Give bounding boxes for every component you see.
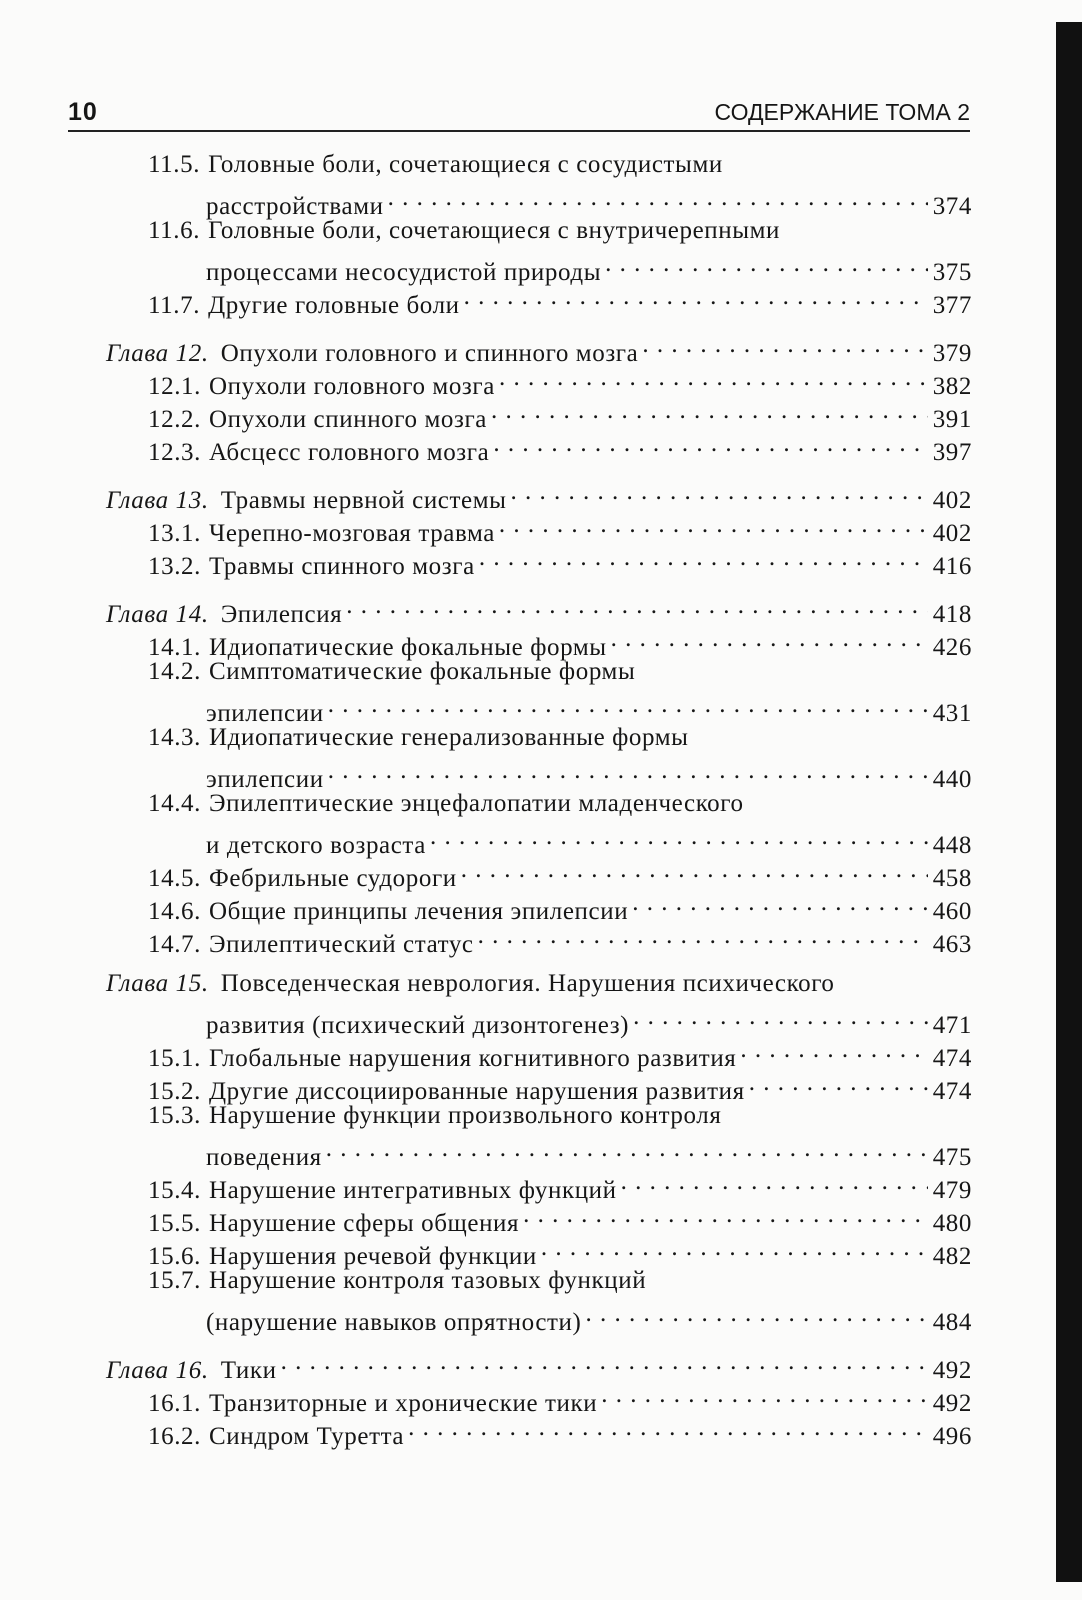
section-number: 15.6. [148, 1243, 201, 1270]
dot-leader [479, 541, 928, 574]
section-number: 14.1. [148, 634, 201, 661]
page-ref: 402 [932, 520, 972, 547]
page-ref: 474 [932, 1045, 972, 1072]
table-of-contents [106, 148, 972, 1450]
page-ref: 418 [932, 601, 972, 628]
section-number: 11.6. [148, 217, 201, 244]
section-number: 15.3. [148, 1102, 201, 1129]
entry-title: Травмы нервной системы [220, 487, 507, 514]
entry-title: Опухоли головного мозга [209, 373, 495, 400]
entry-title: Идиопатические генерализованные формы [209, 724, 689, 751]
entry-title: Другие диссоциированные нарушения развития [209, 1078, 745, 1105]
toc-section-row [106, 1264, 972, 1297]
section-number: 15.1. [148, 1045, 201, 1072]
entry-title: Эпилепсия [220, 601, 343, 628]
page-ref: 377 [932, 292, 972, 319]
page-ref: 448 [932, 832, 972, 859]
toc-section-row [106, 148, 972, 181]
dot-leader [478, 919, 928, 952]
section-number: 16.2. [148, 1423, 201, 1450]
entry-title: развития (психический дизонтогенез) [206, 1012, 630, 1039]
toc-chapter-row [106, 475, 972, 514]
chapter-label: Глава 15. [106, 970, 209, 997]
page-ref: 496 [932, 1423, 972, 1450]
entry-title: эпилепсии [206, 700, 324, 727]
toc-section-row [106, 688, 972, 727]
dot-leader [328, 688, 928, 721]
page-ref: 431 [932, 700, 972, 727]
section-number: 14.5. [148, 865, 201, 892]
entry-title: Эпилептический статус [209, 931, 474, 958]
entry-title: Глобальные нарушения когнитивного развития [209, 1045, 737, 1072]
entry-title: Нарушение функции произвольного контроля [209, 1102, 722, 1129]
entry-title: Абсцесс головного мозга [209, 439, 490, 466]
dot-leader [621, 1165, 928, 1198]
page-ref: 475 [932, 1144, 972, 1171]
entry-title: Эпилептические энцефалопатии младенческого [209, 790, 744, 817]
dot-leader [281, 1345, 928, 1378]
toc-chapter-row [106, 328, 972, 367]
page-ref: 474 [932, 1078, 972, 1105]
section-number: 15.5. [148, 1210, 201, 1237]
entry-title: Фебрильные судороги [209, 865, 457, 892]
page-ref: 382 [932, 373, 972, 400]
toc-chapter-row [106, 589, 972, 628]
page-ref: 375 [932, 259, 972, 286]
section-number: 15.7. [148, 1267, 201, 1294]
page-ref: 482 [932, 1243, 972, 1270]
dot-leader [499, 508, 928, 541]
dot-leader [491, 394, 928, 427]
dot-leader [499, 361, 928, 394]
page-ref: 463 [932, 931, 972, 958]
page-ref: 426 [932, 634, 972, 661]
dot-leader [585, 1297, 928, 1330]
toc-section-row [106, 655, 972, 688]
toc-section-row [106, 1297, 972, 1336]
toc-section-row [106, 247, 972, 286]
dot-leader [605, 247, 928, 280]
toc-section-row [106, 1132, 972, 1171]
entry-title: Повседенческая неврология. Нарушения психического [220, 970, 835, 997]
entry-title: Головные боли, сочетающиеся с внутричерепными [208, 217, 781, 244]
dot-leader [642, 328, 928, 361]
section-number: 12.1. [148, 373, 201, 400]
dot-leader [461, 853, 928, 886]
entry-title: Общие принципы лечения эпилепсии [209, 898, 629, 925]
entry-title: Нарушение сферы общения [209, 1210, 520, 1237]
entry-title: Симптоматические фокальные формы [209, 658, 636, 685]
page-ref: 374 [932, 193, 972, 220]
dot-leader [464, 280, 928, 313]
chapter-label: Глава 13. [106, 487, 209, 514]
dot-leader [601, 1378, 928, 1411]
toc-section-row [106, 1099, 972, 1132]
section-number: 12.3. [148, 439, 201, 466]
toc-chapter-row [106, 1000, 972, 1039]
toc-section-row [106, 181, 972, 220]
entry-title: Опухоли головного и спинного мозга [220, 340, 639, 367]
dot-leader [328, 754, 928, 787]
page-ref: 480 [932, 1210, 972, 1237]
dot-leader [633, 1000, 928, 1033]
entry-title: Головные боли, сочетающиеся с сосудистыми [208, 151, 723, 178]
page-ref: 402 [932, 487, 972, 514]
entry-title: Опухоли спинного мозга [209, 406, 487, 433]
page-ref: 492 [932, 1390, 972, 1417]
entry-title: Другие головные боли [208, 292, 460, 319]
page-number: 10 [68, 98, 98, 126]
section-number: 15.4. [148, 1177, 201, 1204]
page-ref: 471 [932, 1012, 972, 1039]
dot-leader [430, 820, 928, 853]
page-ref: 416 [932, 553, 972, 580]
toc-chapter-row [106, 967, 972, 1000]
chapter-label: Глава 16. [106, 1357, 209, 1384]
entry-title: и детского возраста [206, 832, 426, 859]
section-number: 11.5. [148, 151, 201, 178]
toc-section-row [106, 787, 972, 820]
entry-title: Травмы спинного мозга [209, 553, 475, 580]
page-ref: 397 [932, 439, 972, 466]
toc-chapter-row [106, 1345, 972, 1384]
section-number: 14.4. [148, 790, 201, 817]
section-number: 14.3. [148, 724, 201, 751]
chapter-label: Глава 14. [106, 601, 209, 628]
page-header [68, 98, 970, 132]
page-ref: 391 [932, 406, 972, 433]
section-number: 13.1. [148, 520, 201, 547]
entry-title: эпилепсии [206, 766, 324, 793]
section-number: 12.2. [148, 406, 201, 433]
section-number: 16.1. [148, 1390, 201, 1417]
dot-leader [749, 1066, 928, 1099]
section-number: 13.2. [148, 553, 201, 580]
entry-title: Нарушение интегративных функций [209, 1177, 617, 1204]
toc-section-row [106, 754, 972, 793]
page-ref: 458 [932, 865, 972, 892]
dot-leader [326, 1132, 928, 1165]
page-ref: 492 [932, 1357, 972, 1384]
section-number: 15.2. [148, 1078, 201, 1105]
page-edge-shadow [1056, 22, 1082, 1582]
entry-title: (нарушение навыков опрятности) [206, 1309, 582, 1336]
entry-title: Тики [220, 1357, 277, 1384]
entry-title: Синдром Туретта [209, 1423, 405, 1450]
page-ref: 460 [932, 898, 972, 925]
entry-title: Идиопатические фокальные формы [209, 634, 607, 661]
dot-leader [523, 1198, 928, 1231]
entry-title: Нарушение контроля тазовых функций [209, 1267, 647, 1294]
toc-section-row [106, 820, 972, 859]
entry-title: расстройствами [206, 193, 384, 220]
toc-section-row [106, 214, 972, 247]
dot-leader [541, 1231, 928, 1264]
section-number: 14.2. [148, 658, 201, 685]
page-ref: 379 [932, 340, 972, 367]
page-ref: 479 [932, 1177, 972, 1204]
dot-leader [388, 181, 928, 214]
running-title: СОДЕРЖАНИЕ ТОМА 2 [714, 99, 970, 125]
dot-leader [632, 886, 928, 919]
page-ref: 484 [932, 1309, 972, 1336]
entry-title: Нарушения речевой функции [209, 1243, 537, 1270]
entry-title: Черепно-мозговая травма [209, 520, 495, 547]
dot-leader [511, 475, 928, 508]
entry-title: поведения [206, 1144, 322, 1171]
section-number: 11.7. [148, 292, 201, 319]
dot-leader [346, 589, 928, 622]
chapter-label: Глава 12. [106, 340, 209, 367]
entry-title: процессами несосудистой природы [206, 259, 602, 286]
section-number: 14.7. [148, 931, 201, 958]
page-ref: 440 [932, 766, 972, 793]
dot-leader [611, 622, 928, 655]
dot-leader [740, 1033, 928, 1066]
section-number: 14.6. [148, 898, 201, 925]
toc-section-row [106, 721, 972, 754]
entry-title: Транзиторные и хронические тики [209, 1390, 598, 1417]
dot-leader [493, 427, 928, 460]
dot-leader [408, 1411, 928, 1444]
